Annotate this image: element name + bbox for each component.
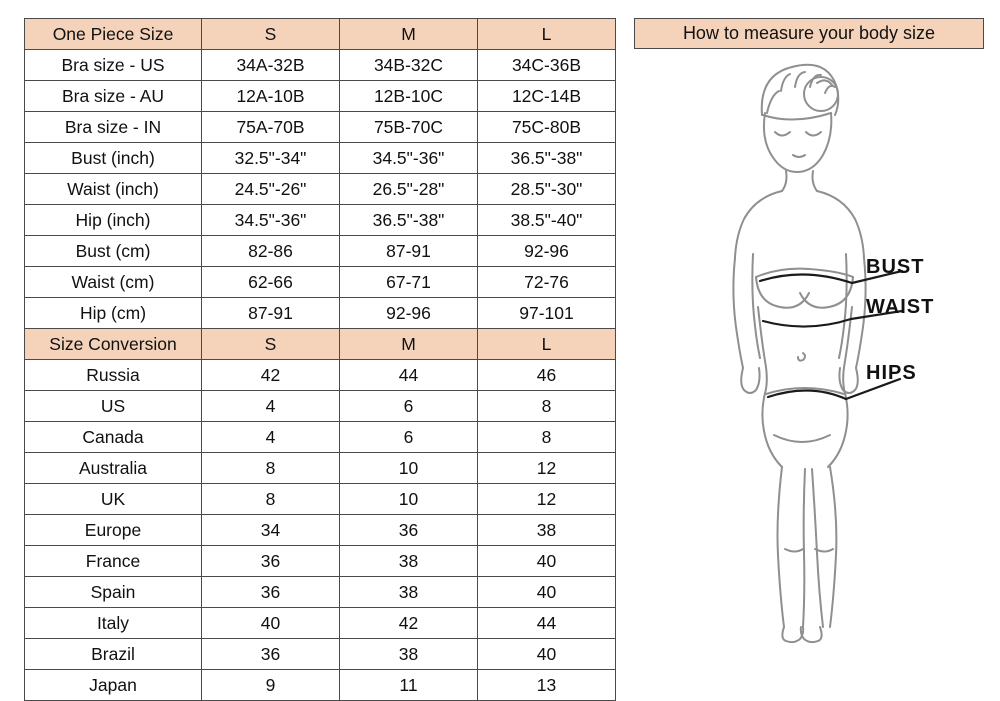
row-value-m: 67-71 bbox=[340, 267, 478, 298]
row-value-s: 4 bbox=[202, 391, 340, 422]
row-value-s: 32.5"-34" bbox=[202, 143, 340, 174]
hips-label: HIPS bbox=[866, 362, 917, 384]
conversion-column-m: M bbox=[340, 329, 478, 360]
hair-bun-icon bbox=[804, 77, 838, 111]
row-value-l: 46 bbox=[478, 360, 616, 391]
table-row bbox=[25, 50, 616, 81]
row-value-m: 34B-32C bbox=[340, 50, 478, 81]
row-label: Japan bbox=[25, 670, 202, 701]
conversion-column-l: L bbox=[478, 329, 616, 360]
row-label: Bra size - US bbox=[25, 50, 202, 81]
row-value-s: 75A-70B bbox=[202, 112, 340, 143]
size-column-l: L bbox=[478, 19, 616, 50]
row-value-m: 36.5"-38" bbox=[340, 205, 478, 236]
row-label: US bbox=[25, 391, 202, 422]
size-table-container bbox=[24, 18, 616, 695]
size-table-header-row bbox=[25, 19, 616, 50]
row-value-m: 92-96 bbox=[340, 298, 478, 329]
waist-label: WAIST bbox=[866, 296, 935, 318]
row-value-m: 6 bbox=[340, 422, 478, 453]
row-value-m: 26.5"-28" bbox=[340, 174, 478, 205]
table-row bbox=[25, 546, 616, 577]
row-value-l: 72-76 bbox=[478, 267, 616, 298]
row-value-l: 40 bbox=[478, 639, 616, 670]
diagram-title: How to measure your body size bbox=[634, 18, 984, 49]
row-value-s: 42 bbox=[202, 360, 340, 391]
row-label: Russia bbox=[25, 360, 202, 391]
row-value-s: 9 bbox=[202, 670, 340, 701]
row-label: Waist (inch) bbox=[25, 174, 202, 205]
row-label: Bra size - AU bbox=[25, 81, 202, 112]
table-row bbox=[25, 205, 616, 236]
row-value-l: 38.5"-40" bbox=[478, 205, 616, 236]
row-value-s: 36 bbox=[202, 577, 340, 608]
table-row bbox=[25, 639, 616, 670]
row-label: Italy bbox=[25, 608, 202, 639]
table-row bbox=[25, 422, 616, 453]
row-value-m: 36 bbox=[340, 515, 478, 546]
row-value-m: 75B-70C bbox=[340, 112, 478, 143]
table-row bbox=[25, 391, 616, 422]
row-value-l: 40 bbox=[478, 546, 616, 577]
row-value-m: 38 bbox=[340, 577, 478, 608]
table-row bbox=[25, 515, 616, 546]
row-value-s: 87-91 bbox=[202, 298, 340, 329]
table-row bbox=[25, 298, 616, 329]
row-value-l: 12 bbox=[478, 484, 616, 515]
row-label: Bust (inch) bbox=[25, 143, 202, 174]
table-row bbox=[25, 81, 616, 112]
row-value-s: 36 bbox=[202, 546, 340, 577]
row-value-l: 8 bbox=[478, 422, 616, 453]
row-label: Brazil bbox=[25, 639, 202, 670]
row-value-m: 11 bbox=[340, 670, 478, 701]
row-value-s: 4 bbox=[202, 422, 340, 453]
row-value-l: 75C-80B bbox=[478, 112, 616, 143]
row-value-m: 44 bbox=[340, 360, 478, 391]
row-value-s: 34 bbox=[202, 515, 340, 546]
body-figure bbox=[634, 49, 984, 669]
row-value-l: 36.5"-38" bbox=[478, 143, 616, 174]
row-value-l: 44 bbox=[478, 608, 616, 639]
row-value-m: 87-91 bbox=[340, 236, 478, 267]
conversion-column-s: S bbox=[202, 329, 340, 360]
row-label: UK bbox=[25, 484, 202, 515]
bust-measure-line bbox=[760, 274, 852, 283]
row-value-m: 12B-10C bbox=[340, 81, 478, 112]
table-row bbox=[25, 267, 616, 298]
row-value-s: 34.5"-36" bbox=[202, 205, 340, 236]
row-value-s: 40 bbox=[202, 608, 340, 639]
row-value-s: 34A-32B bbox=[202, 50, 340, 81]
waist-measure-line bbox=[763, 319, 851, 327]
size-table-body bbox=[25, 19, 616, 701]
row-value-s: 8 bbox=[202, 484, 340, 515]
row-value-s: 12A-10B bbox=[202, 81, 340, 112]
table-row bbox=[25, 143, 616, 174]
row-value-s: 82-86 bbox=[202, 236, 340, 267]
row-value-s: 36 bbox=[202, 639, 340, 670]
size-column-s: S bbox=[202, 19, 340, 50]
table-row bbox=[25, 453, 616, 484]
table-row bbox=[25, 112, 616, 143]
size-column-m: M bbox=[340, 19, 478, 50]
row-value-l: 92-96 bbox=[478, 236, 616, 267]
body-diagram-container bbox=[634, 18, 984, 686]
row-value-l: 97-101 bbox=[478, 298, 616, 329]
row-label: Bust (cm) bbox=[25, 236, 202, 267]
row-value-s: 62-66 bbox=[202, 267, 340, 298]
table-row bbox=[25, 670, 616, 701]
row-label: Hip (inch) bbox=[25, 205, 202, 236]
row-value-l: 34C-36B bbox=[478, 50, 616, 81]
row-value-m: 42 bbox=[340, 608, 478, 639]
row-label: Spain bbox=[25, 577, 202, 608]
table-row bbox=[25, 608, 616, 639]
row-value-s: 24.5"-26" bbox=[202, 174, 340, 205]
table-row bbox=[25, 360, 616, 391]
row-value-m: 6 bbox=[340, 391, 478, 422]
female-body-illustration bbox=[634, 49, 984, 669]
size-table bbox=[24, 18, 616, 701]
table-row bbox=[25, 236, 616, 267]
bust-label: BUST bbox=[866, 256, 925, 278]
row-label: Australia bbox=[25, 453, 202, 484]
row-value-m: 38 bbox=[340, 639, 478, 670]
size-conversion-title: Size Conversion bbox=[25, 329, 202, 360]
row-value-m: 10 bbox=[340, 484, 478, 515]
row-label: Hip (cm) bbox=[25, 298, 202, 329]
row-value-s: 8 bbox=[202, 453, 340, 484]
size-table-title: One Piece Size bbox=[25, 19, 202, 50]
row-value-l: 38 bbox=[478, 515, 616, 546]
row-label: Europe bbox=[25, 515, 202, 546]
row-value-m: 38 bbox=[340, 546, 478, 577]
row-label: France bbox=[25, 546, 202, 577]
row-value-l: 13 bbox=[478, 670, 616, 701]
row-label: Canada bbox=[25, 422, 202, 453]
row-value-m: 34.5"-36" bbox=[340, 143, 478, 174]
table-row bbox=[25, 577, 616, 608]
row-value-l: 8 bbox=[478, 391, 616, 422]
row-value-l: 28.5"-30" bbox=[478, 174, 616, 205]
table-row bbox=[25, 174, 616, 205]
row-value-l: 12 bbox=[478, 453, 616, 484]
size-conversion-header-row bbox=[25, 329, 616, 360]
row-label: Bra size - IN bbox=[25, 112, 202, 143]
row-value-l: 40 bbox=[478, 577, 616, 608]
table-row bbox=[25, 484, 616, 515]
row-label: Waist (cm) bbox=[25, 267, 202, 298]
row-value-m: 10 bbox=[340, 453, 478, 484]
row-value-l: 12C-14B bbox=[478, 81, 616, 112]
